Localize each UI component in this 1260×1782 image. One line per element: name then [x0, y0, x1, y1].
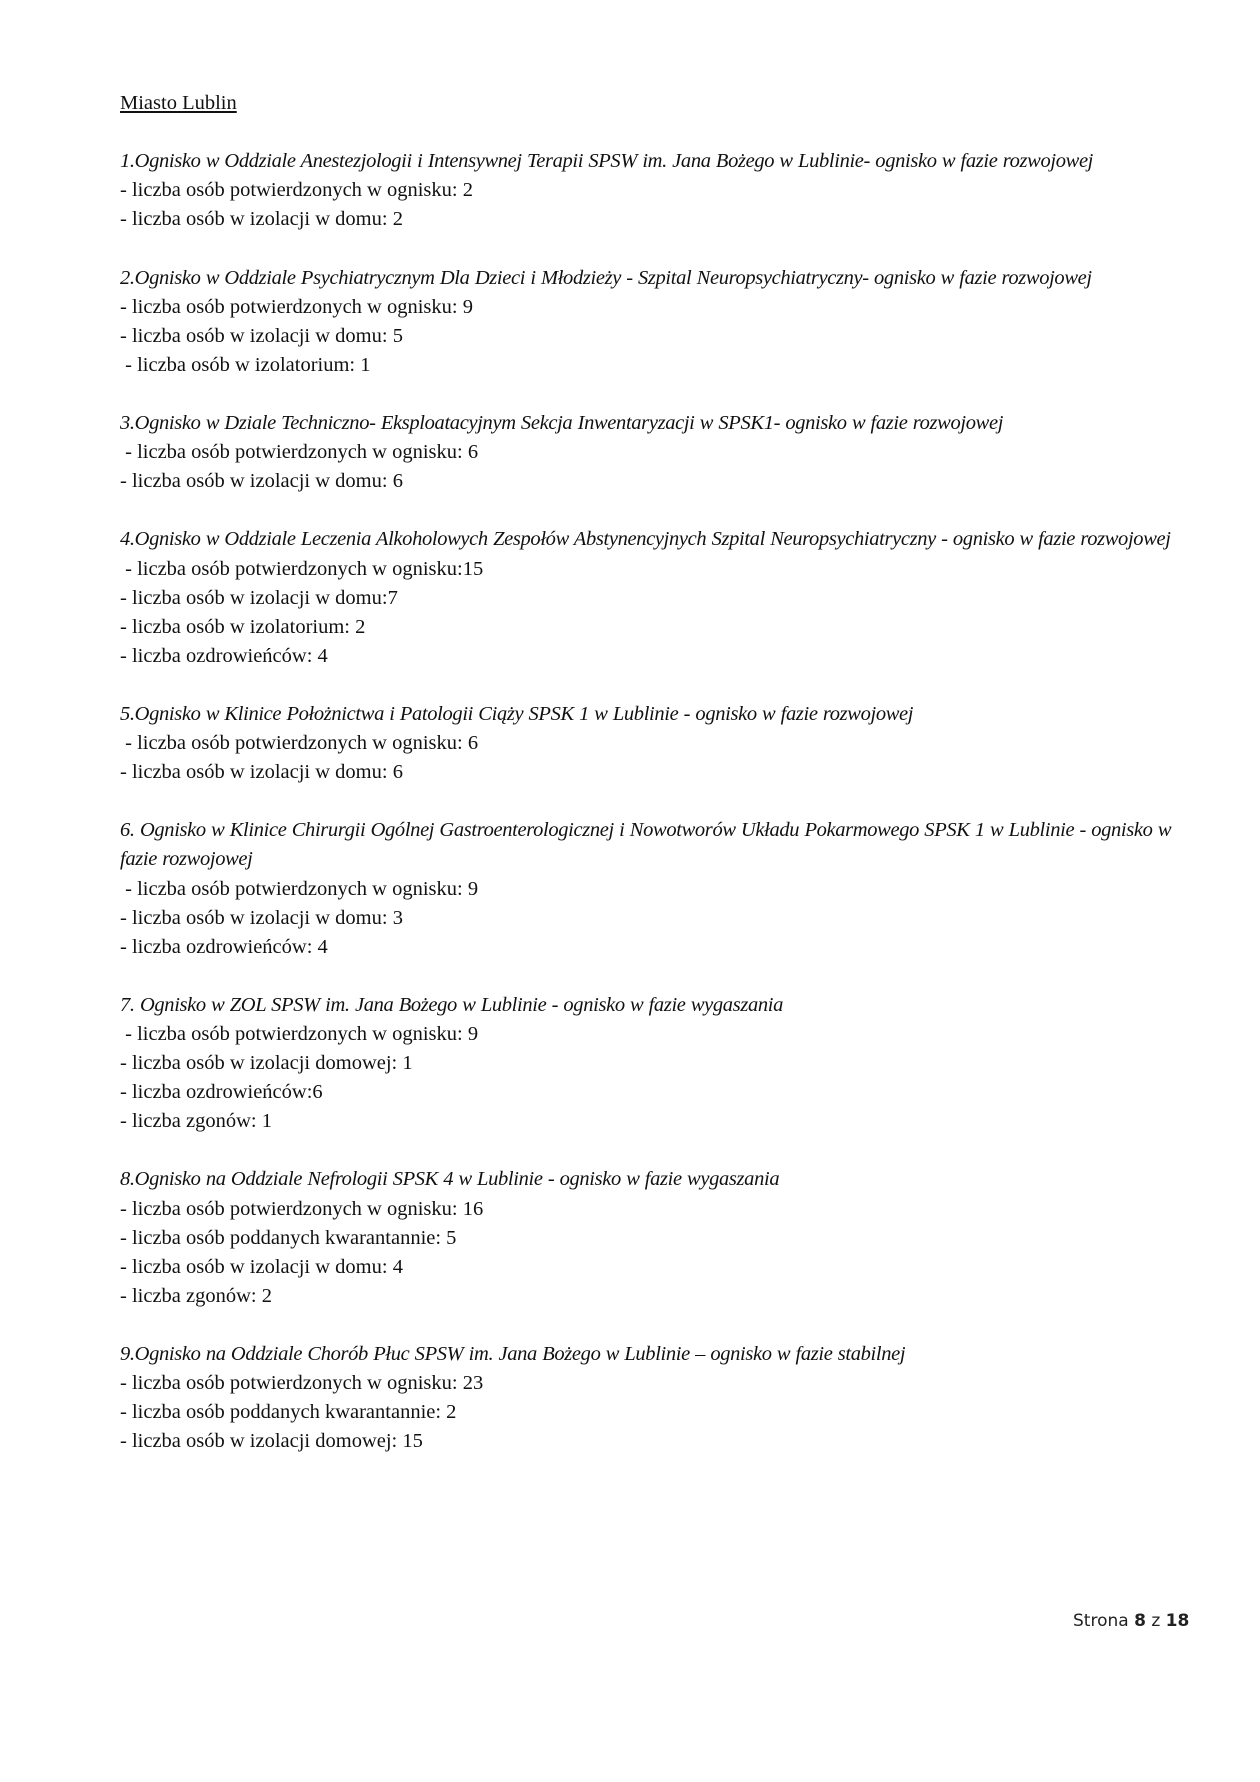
outbreak-stats: [120, 293, 1210, 380]
stat-line: - liczba osób w izolacji w domu: 4: [120, 1255, 403, 1278]
stat-line: - liczba osób w izolacji w domu: 2: [120, 208, 403, 231]
current-page-number: 8: [1134, 1611, 1146, 1631]
outbreak-stats: [120, 1020, 1210, 1136]
outbreak-heading: 4.Ognisko w Oddziale Leczenia Alkoholowych Zespołów Abstynencyjnych Szpital Neuropsychiatryczny - ognisko w fazie rozwojowej: [120, 528, 1171, 551]
page-label: Strona: [1073, 1611, 1129, 1631]
outbreak-heading: 8.Ognisko na Oddziale Nefrologii SPSK 4 w Lublinie - ognisko w fazie wygaszania: [120, 1168, 780, 1191]
stat-line: - liczba zgonów: 1: [120, 1110, 272, 1133]
stat-line: - liczba osób w izolacji w domu: 6: [120, 761, 403, 784]
outbreak-section: [120, 525, 1210, 670]
stat-line: - liczba osób potwierdzonych w ognisku: 9: [120, 295, 473, 318]
outbreak-section: [120, 147, 1210, 234]
outbreak-heading: 9.Ognisko na Oddziale Chorób Płuc SPSW im. Jana Bożego w Lublinie – ognisko w fazie stabilnej: [120, 1343, 906, 1366]
stat-line: - liczba ozdrowieńców: 4: [120, 644, 328, 667]
stat-line: - liczba osób potwierdzonych w ognisku: 23: [120, 1372, 484, 1395]
stat-line: - liczba osób potwierdzonych w ognisku: 9: [120, 877, 479, 900]
stat-line: - liczba osób w izolacji w domu: 6: [120, 470, 403, 493]
stat-line: - liczba osób potwierdzonych w ognisku:15: [120, 557, 484, 580]
stat-line: - liczba ozdrowieńców: 4: [120, 935, 328, 958]
stat-line: - liczba osób w izolatorium: 2: [120, 615, 366, 638]
stat-line: - liczba osób w izolacji w domu: 5: [120, 324, 403, 347]
outbreak-stats: [120, 1195, 1210, 1311]
stat-line: - liczba osób potwierdzonych w ognisku: 2: [120, 179, 473, 202]
stat-line: - liczba osób potwierdzonych w ognisku: 6: [120, 732, 479, 755]
outbreak-section: [120, 700, 1210, 787]
stat-line: - liczba osób poddanych kwarantannie: 2: [120, 1401, 457, 1424]
stat-line: - liczba osób w izolacji w domu:7: [120, 586, 398, 609]
page-number-footer: [1073, 1611, 1189, 1631]
outbreak-section: [120, 991, 1210, 1136]
outbreak-section: [120, 1340, 1210, 1456]
outbreak-heading: 1.Ognisko w Oddziale Anestezjologii i Intensywnej Terapii SPSW im. Jana Bożego w Lublinie- ognisko w fazie rozwojowej: [120, 150, 1094, 173]
stat-line: - liczba osób potwierdzonych w ognisku: 9: [120, 1023, 479, 1045]
stat-line: - liczba osób potwierdzonych w ognisku: 6: [120, 441, 479, 464]
stat-line: - liczba osób w izolacji domowej: 1: [120, 1052, 413, 1075]
stat-line: - liczba osób w izolacji domowej: 15: [120, 1430, 423, 1453]
total-pages-number: 18: [1165, 1611, 1190, 1631]
stat-line: - liczba ozdrowieńców:6: [120, 1081, 323, 1104]
outbreak-heading: 5.Ognisko w Klinice Położnictwa i Patologii Ciąży SPSK 1 w Lublinie - ognisko w fazie rozwojowej: [120, 702, 914, 725]
stat-line: - liczba osób potwierdzonych w ognisku: 16: [120, 1197, 484, 1220]
outbreak-heading: 7. Ognisko w ZOL SPSW im. Jana Bożego w Lublinie - ognisko w fazie wygaszania: [120, 993, 784, 1016]
outbreak-heading: 3.Ognisko w Dziale Techniczno- Eksploatacyjnym Sekcja Inwentaryzacji w SPSK1- ognisko w fazie rozwojowej: [120, 412, 1004, 435]
outbreak-stats: [120, 1369, 1210, 1456]
outbreak-section: [120, 264, 1210, 380]
outbreak-heading: 6. Ognisko w Klinice Chirurgii Ogólnej Gastroenterologicznej i Nowotworów Układu Pokarmowego SPSK 1 w Lublinie - ognisko w fazie rozwojowej: [120, 819, 1172, 871]
outbreak-heading: 2.Ognisko w Oddziale Psychiatrycznym Dla Dzieci i Młodzieży - Szpital Neuropsychiatryczny- ognisko w fazie rozwojowej: [120, 266, 1092, 289]
outbreak-stats: [120, 438, 1210, 496]
stat-line: - liczba osób poddanych kwarantannie: 5: [120, 1226, 457, 1249]
outbreak-section: [120, 816, 1210, 961]
outbreak-stats: [120, 555, 1210, 671]
document-page: [120, 89, 1210, 1456]
outbreak-section: [120, 409, 1210, 496]
document-title: Miasto Lublin: [120, 92, 237, 114]
outbreak-stats: [120, 729, 1210, 787]
outbreak-section: [120, 1165, 1210, 1310]
outbreak-stats: [120, 176, 1210, 234]
stat-line: - liczba osób w izolacji w domu: 3: [120, 906, 403, 929]
outbreak-stats: [120, 875, 1210, 962]
stat-line: - liczba zgonów: 2: [120, 1284, 272, 1307]
stat-line: - liczba osób w izolatorium: 1: [120, 353, 371, 376]
page-separator: z: [1151, 1611, 1161, 1631]
